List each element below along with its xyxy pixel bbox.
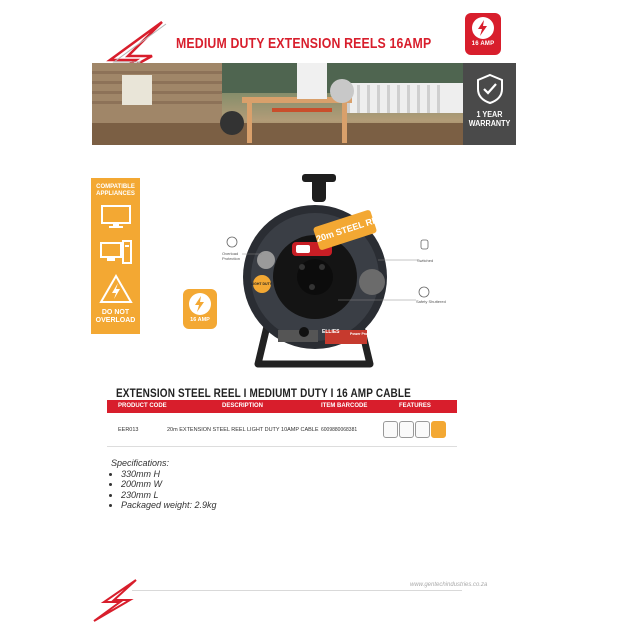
spec-item: • 330mm H: [121, 469, 217, 480]
footer-lightning-logo: [92, 578, 152, 623]
col-product-code: PRODUCT CODE: [118, 403, 167, 409]
feature-safety-icon: [383, 421, 398, 438]
spec-item: • Packaged weight: 2.9kg: [121, 500, 217, 511]
power-protected-label: Power Protected: [350, 332, 378, 336]
website-link[interactable]: www.gentechindustries.co.za: [410, 582, 488, 588]
footer-rule: [132, 590, 462, 591]
col-description: DESCRIPTION: [222, 403, 264, 409]
banner-photo: [92, 63, 464, 145]
spec-item: • 200mm W: [121, 479, 217, 490]
callout-safety: Safety Shuttered: [416, 299, 446, 304]
table-row: [107, 413, 457, 447]
row-code: EER013: [118, 427, 139, 433]
row-description: 20m EXTENSION STEEL REEL LIGHT DUTY 10AMP CABLE: [167, 427, 319, 433]
amp-rating-badge: [465, 13, 501, 55]
brand-label: ELLIES: [322, 329, 340, 335]
desktop-computer-icon: [99, 239, 133, 265]
product-table-header: [107, 400, 457, 413]
section-title: EXTENSION STEEL REEL I MEDIUMT DUTY I 16 AMP CABLE: [116, 386, 411, 400]
feature-amp-icon: [431, 421, 446, 438]
col-item-barcode: ITEM BARCODE: [321, 403, 368, 409]
callout-lines: [218, 230, 438, 310]
feature-switch-icon: [399, 421, 414, 438]
callout-overload: Overload Protection: [222, 251, 241, 261]
specifications: [111, 458, 217, 511]
overload-warning-icon: [99, 274, 133, 304]
overload-label: OVERLOAD: [95, 317, 136, 324]
page-title: MEDIUM DUTY EXTENSION REELS 16AMP: [176, 35, 432, 52]
monitor-icon: [100, 204, 132, 230]
light-duty-label: LIGHT DUTY: [251, 282, 272, 286]
warranty-years: 1 YEAR: [476, 110, 503, 119]
callout-switched: Switched: [417, 258, 434, 263]
compatible-appliances-panel: [91, 178, 140, 334]
compatible-label-2: APPLIANCES: [96, 191, 135, 197]
side-amp-label: 16 AMP: [190, 317, 210, 323]
lightning-bolt-icon: [472, 17, 494, 39]
reel-length-label: 20m STEEL REEL: [314, 211, 391, 245]
feature-overload-icon: [415, 421, 430, 438]
side-amp-badge: [183, 289, 217, 329]
warranty-label: WARRANTY: [468, 119, 511, 128]
shield-check-icon: [475, 73, 505, 105]
row-barcode: 6009880068381: [321, 427, 358, 433]
amp-badge-label: 16 AMP: [471, 41, 495, 47]
warranty-badge: [463, 63, 516, 145]
compatible-label-1: COMPATIBLE: [96, 184, 135, 190]
specs-heading: Specifications:: [111, 458, 170, 468]
col-features: FEATURES: [399, 403, 431, 409]
lightning-bolt-icon: [189, 293, 211, 315]
spec-item: • 230mm L: [121, 490, 217, 501]
do-not-label: DO NOT: [101, 309, 130, 316]
